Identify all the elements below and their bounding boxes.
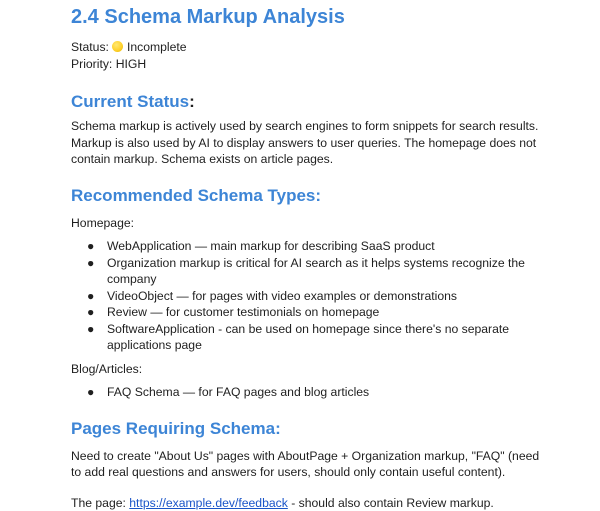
- yellow-circle-icon: [112, 41, 123, 52]
- bullet-icon: ●: [87, 304, 94, 321]
- status-line: [71, 39, 540, 56]
- list-item: [107, 238, 540, 255]
- list-item-text: Review — for customer testimonials on homepage: [107, 305, 379, 319]
- list-item: [107, 304, 540, 321]
- page-suffix: - should also contain Review markup.: [288, 496, 494, 510]
- bullet-icon: ●: [87, 288, 94, 305]
- list-item-text: SoftwareApplication - can be used on homepage since there's no separate applications page: [107, 322, 509, 353]
- list-item: [107, 384, 540, 401]
- recommended-heading: Recommended Schema Types:: [71, 186, 540, 206]
- list-item-text: WebApplication — main markup for describing SaaS product: [107, 239, 435, 253]
- list-item-text: VideoObject — for pages with video examples or demonstrations: [107, 289, 457, 303]
- recommended-section: [71, 186, 540, 401]
- page-prefix: The page:: [71, 496, 129, 510]
- blog-list: [71, 384, 540, 401]
- list-item: [107, 321, 540, 354]
- bullet-icon: ●: [87, 384, 94, 401]
- feedback-link[interactable]: https://example.dev/feedback: [129, 496, 288, 510]
- list-item-text: FAQ Schema — for FAQ pages and blog articles: [107, 385, 369, 399]
- current-status-text: Schema markup is actively used by search engines to form snippets for search results. Markup is also used by AI to display answers to user queries. The homepage does not contain markup. Schema exists on article pages.: [71, 118, 540, 168]
- blog-label: Blog/Articles:: [71, 361, 540, 378]
- list-item-text: Organization markup is critical for AI search as it helps systems recognize the company: [107, 256, 525, 287]
- homepage-label: Homepage:: [71, 215, 540, 232]
- homepage-list: [71, 238, 540, 354]
- bullet-icon: ●: [87, 321, 94, 338]
- current-status-section: [71, 92, 540, 168]
- pages-section: [71, 419, 540, 511]
- status-label: Status:: [71, 40, 109, 54]
- page-title: 2.4 Schema Markup Analysis: [71, 5, 540, 29]
- list-item: [107, 255, 540, 288]
- bullet-icon: ●: [87, 255, 94, 272]
- meta-block: [71, 39, 540, 72]
- priority-line: Priority: HIGH: [71, 56, 540, 73]
- bullet-icon: ●: [87, 238, 94, 255]
- pages-heading: Pages Requiring Schema:: [71, 419, 540, 439]
- current-status-heading-colon: :: [189, 92, 195, 111]
- pages-text: Need to create "About Us" pages with AboutPage + Organization markup, "FAQ" (need to add real questions and answers for users, should only contain useful content).: [71, 448, 540, 481]
- page-line: [71, 495, 540, 511]
- current-status-heading: [71, 92, 540, 112]
- current-status-heading-text: Current Status: [71, 92, 189, 111]
- list-item: [107, 288, 540, 305]
- status-value: Incomplete: [127, 40, 187, 54]
